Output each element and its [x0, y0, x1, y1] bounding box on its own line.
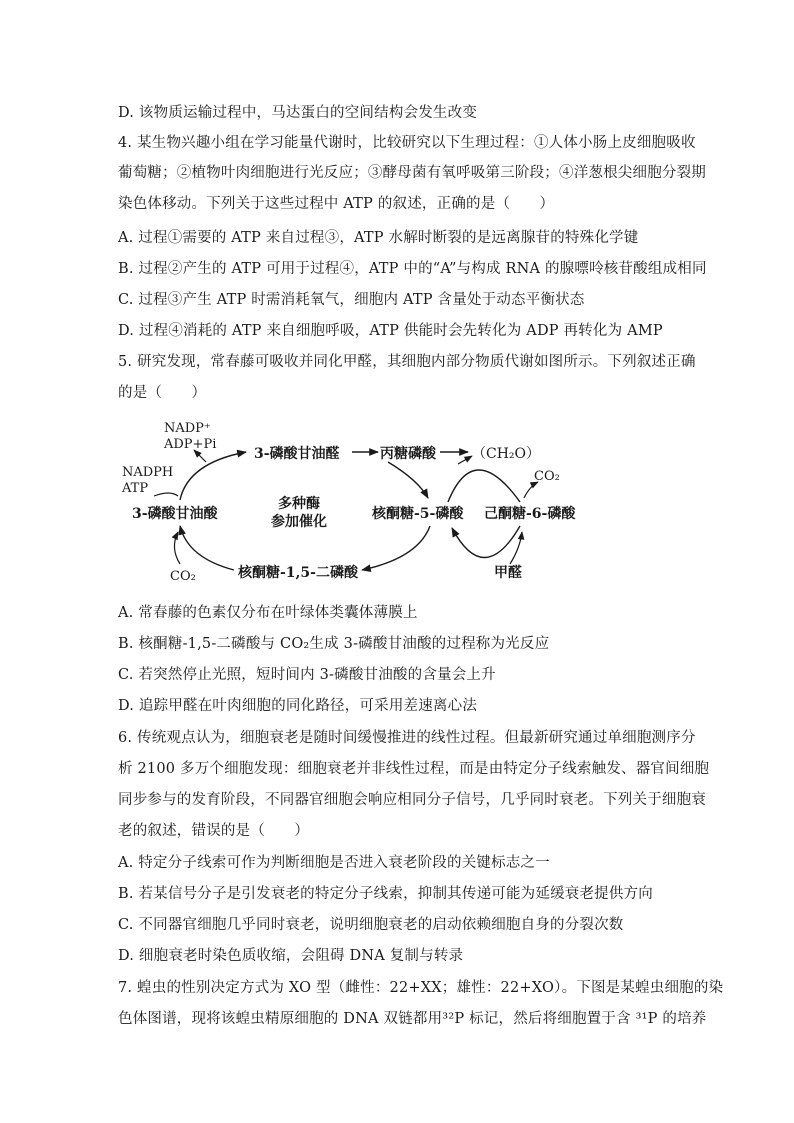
nadp-label: NADP⁺	[164, 421, 211, 436]
q5-stem-line-1: 5. 研究发现，常春藤可吸收并同化甲醛，其细胞内部分物质代谢如图所示。下列叙述正确	[118, 354, 696, 370]
enzyme-label-line-2: 参加催化	[271, 514, 327, 530]
q7-stem-line-2: 色体图谱，现将该蝗虫精原细胞的 DNA 双链都用³²P 标记，然后将细胞置于含 ³¹P 的培养	[118, 1011, 707, 1027]
nadph-label: NADPH	[122, 465, 174, 480]
q5-option-d: D. 追踪甲醛在叶肉细胞的同化路径，可采用差速离心法	[118, 698, 478, 714]
q6-stem-line-1: 6. 传统观点认为，细胞衰老是随时间缓慢推进的线性过程。但最新研究通过单细胞测序分	[118, 730, 696, 746]
arrow-rubp-to-pga	[180, 526, 234, 570]
adp-pi-label: ADP+Pi	[164, 437, 217, 452]
arrow-formaldehyde-input	[510, 532, 522, 564]
ribulose-5-phosphate-label: 核酮糖-5-磷酸	[372, 506, 464, 522]
enzyme-label-line-1: 多种酶	[278, 496, 320, 512]
formaldehyde-label: 甲醛	[494, 565, 522, 581]
arrow-triose-to-r5p	[388, 462, 428, 498]
q4-stem-line-2: 葡萄糖；②植物叶肉细胞进行光反应；③酵母菌有氧呼吸第三阶段；④洋葱根尖细胞分裂期	[118, 165, 706, 181]
q4-stem-line-1: 4. 某生物兴趣小组在学习能量代谢时，比较研究以下生理过程：①人体小肠上皮细胞吸收	[118, 135, 696, 151]
arrow-co2-output	[524, 482, 538, 498]
arc-h6p-to-r5p	[452, 526, 520, 558]
ribulose-bisphosphate-label: 核酮糖-1,5-二磷酸	[238, 565, 358, 581]
q6-option-c: C. 不同器官细胞几乎同时衰老，说明细胞衰老的启动依赖细胞自身的分裂次数	[118, 917, 624, 933]
co2-left-label: CO₂	[170, 569, 196, 584]
ch2o-label: （CH₂O）	[472, 446, 541, 462]
co2-right-label: CO₂	[534, 469, 560, 484]
q4-option-a: A. 过程①需要的 ATP 来自过程③，ATP 水解时断裂的是远离腺苷的特殊化学键	[118, 230, 639, 246]
metabolism-cycle-diagram	[118, 408, 678, 593]
q5-stem-line-2: 的是（ ）	[118, 385, 207, 401]
q5-option-a: A. 常春藤的色素仅分布在叶绿体类囊体薄膜上	[118, 605, 418, 621]
atp-label: ATP	[122, 481, 149, 496]
q5-option-c: C. 若突然停止光照，短时间内 3-磷酸甘油酸的含量会上升	[118, 667, 496, 683]
arrow-r5p-to-rubp	[362, 526, 430, 570]
triose-phosphate-label: 丙糖磷酸	[380, 446, 436, 462]
q4-option-b: B. 过程②产生的 ATP 可用于过程④，ATP 中的“A”与构成 RNA 的腺嘌呤核苷酸组成相同	[118, 261, 707, 277]
arrow-to-ch2o-branch	[458, 456, 472, 464]
q6-stem-line-3: 同步参与的发育阶段，不同器官细胞会响应相同分子信号，几乎同时衰老。下列关于细胞衰	[118, 792, 706, 808]
arrow-co2-input	[174, 532, 180, 564]
q3-option-d: D. 该物质运输过程中，马达蛋白的空间结构会发生改变	[118, 105, 478, 121]
q6-option-b: B. 若某信号分子是引发衰老的特定分子线索，抑制其传递可能为延缓衰老提供方向	[118, 886, 653, 902]
q6-option-d: D. 细胞衰老时染色质收缩，会阻碍 DNA 复制与转录	[118, 948, 464, 964]
arrow-nadph-atp-input	[154, 493, 178, 496]
arc-h6p-top	[448, 470, 520, 502]
glycerate-3-phosphate-label: 3-磷酸甘油酸	[132, 506, 218, 522]
q5-option-b: B. 核酮糖-1,5-二磷酸与 CO₂生成 3-磷酸甘油酸的过程称为光反应	[118, 636, 550, 652]
arrow-pga-to-gap	[180, 452, 246, 500]
q4-option-c: C. 过程③产生 ATP 时需消耗氧气，细胞内 ATP 含量处于动态平衡状态	[118, 292, 585, 308]
q6-stem-line-2: 析 2100 多万个细胞发现：细胞衰老并非线性过程，而是由特定分子线索触发、器官间细胞	[118, 761, 710, 777]
glyceraldehyde-3-phosphate-label: 3-磷酸甘油醛	[254, 446, 340, 462]
q4-option-d: D. 过程④消耗的 ATP 来自细胞呼吸，ATP 供能时会先转化为 ADP 再转化为 AMP	[118, 323, 663, 339]
q7-stem-line-1: 7. 蝗虫的性别决定方式为 XO 型（雌性：22+XX；雄性：22+XO）。下图是某蝗虫细胞的染	[118, 980, 724, 996]
q4-stem-line-3: 染色体移动。下列关于这些过程中 ATP 的叙述，正确的是（ ）	[118, 196, 555, 212]
q6-option-a: A. 特定分子线索可作为判断细胞是否进入衰老阶段的关键标志之一	[118, 855, 550, 871]
hexulose-6-phosphate-label: 己酮糖-6-磷酸	[484, 506, 576, 522]
q6-stem-line-4: 老的叙述，错误的是（ ）	[118, 823, 310, 839]
